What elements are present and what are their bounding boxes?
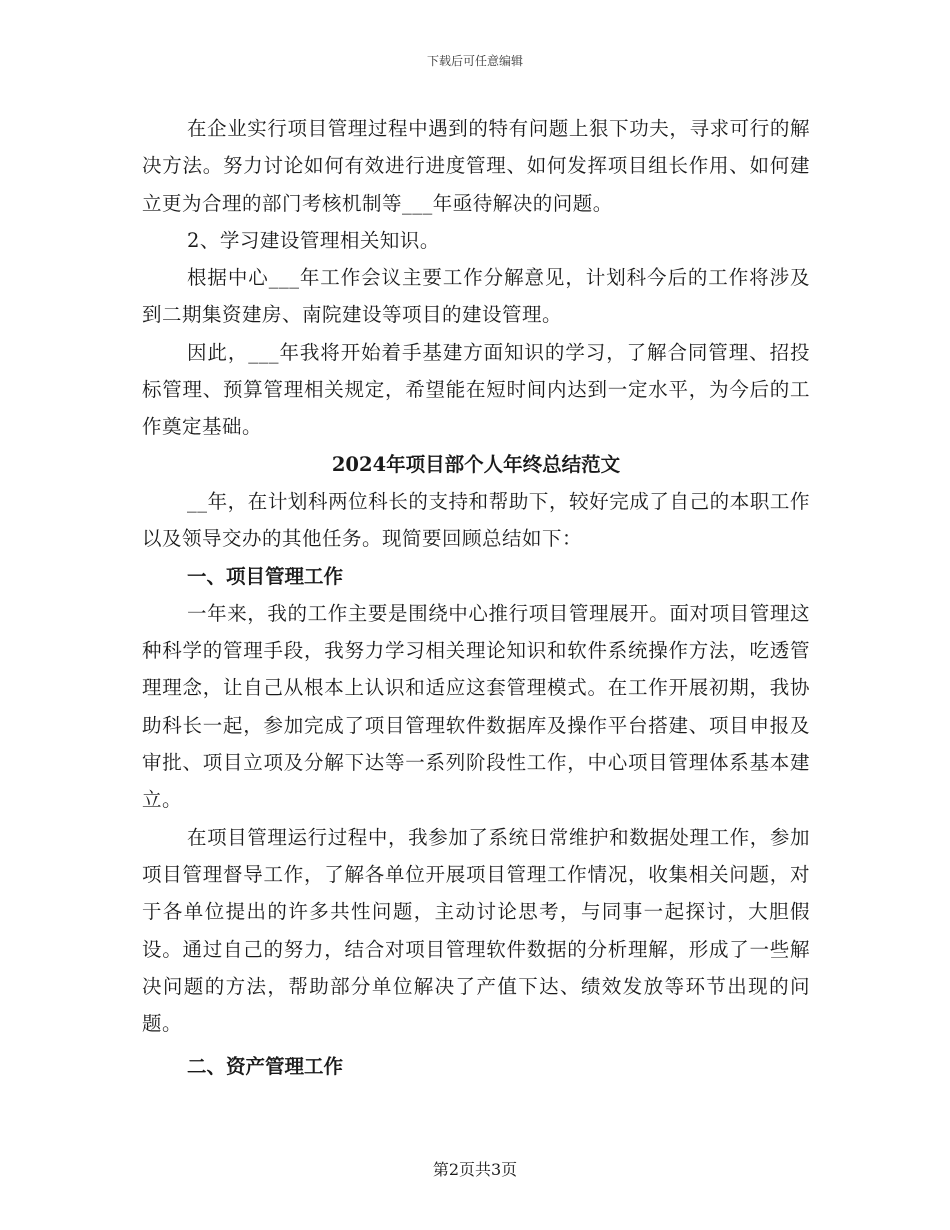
paragraph: 因此，___年我将开始着手基建方面知识的学习，了解合同管理、招投标管理、预算管理相关规定，希望能在短时间内达到一定水平，为今后的工作奠定基础。 [142, 340, 810, 439]
page-footer: 第2页共3页 [432, 1160, 518, 1179]
intro-paragraph: __年，在计划科两位科长的支持和帮助下，较好完成了自己的本职工作以及领导交办的其他任务。现简要回顾总结如下： [142, 489, 810, 551]
document-body [142, 110, 810, 1086]
paragraph: 根据中心___年工作会议主要工作分解意见，计划科今后的工作将涉及到二期集资建房、南院建设等项目的建设管理。 [142, 266, 810, 327]
section-heading: 一、项目管理工作 [187, 564, 344, 588]
paragraph: 一年来，我的工作主要是围绕中心推行项目管理展开。面对项目管理这种科学的管理手段，我努力学习相关理论知识和软件系统操作方法，吃透管理理念，让自己从根本上认识和适应这套管理模式。在工作开展初期，我协助科长一起，参加完成了项目管理软件数据库及操作平台搭建、项目申报及审批、项目立项及分解下达等一系列阶段性工作，中心项目管理体系基本建立。 [142, 601, 810, 812]
section-heading: 二、资产管理工作 [187, 1055, 344, 1079]
document-title: 2024年项目部个人年终总结范文 [331, 452, 621, 476]
paragraph: 在企业实行项目管理过程中遇到的特有问题上狠下功夫，寻求可行的解决方法。努力讨论如何有效进行进度管理、如何发挥项目组长作用、如何建立更为合理的部门考核机制等___年亟待解决的问题。 [142, 117, 810, 215]
page-header: 下载后可任意编辑 [426, 54, 523, 68]
paragraph: 在项目管理运行过程中，我参加了系统日常维护和数据处理工作，参加项目管理督导工作，了解各单位开展项目管理工作情况，收集相关问题，对于各单位提出的许多共性问题，主动讨论思考，与同事一起探讨，大胆假设。通过自己的努力，结合对项目管理软件数据的分析理解，形成了一些解决问题的方法，帮助部分单位解决了产值下达、绩效发放等环节出现的问题。 [142, 825, 810, 1036]
paragraph: 2、学习建设管理相关知识。 [187, 228, 440, 252]
